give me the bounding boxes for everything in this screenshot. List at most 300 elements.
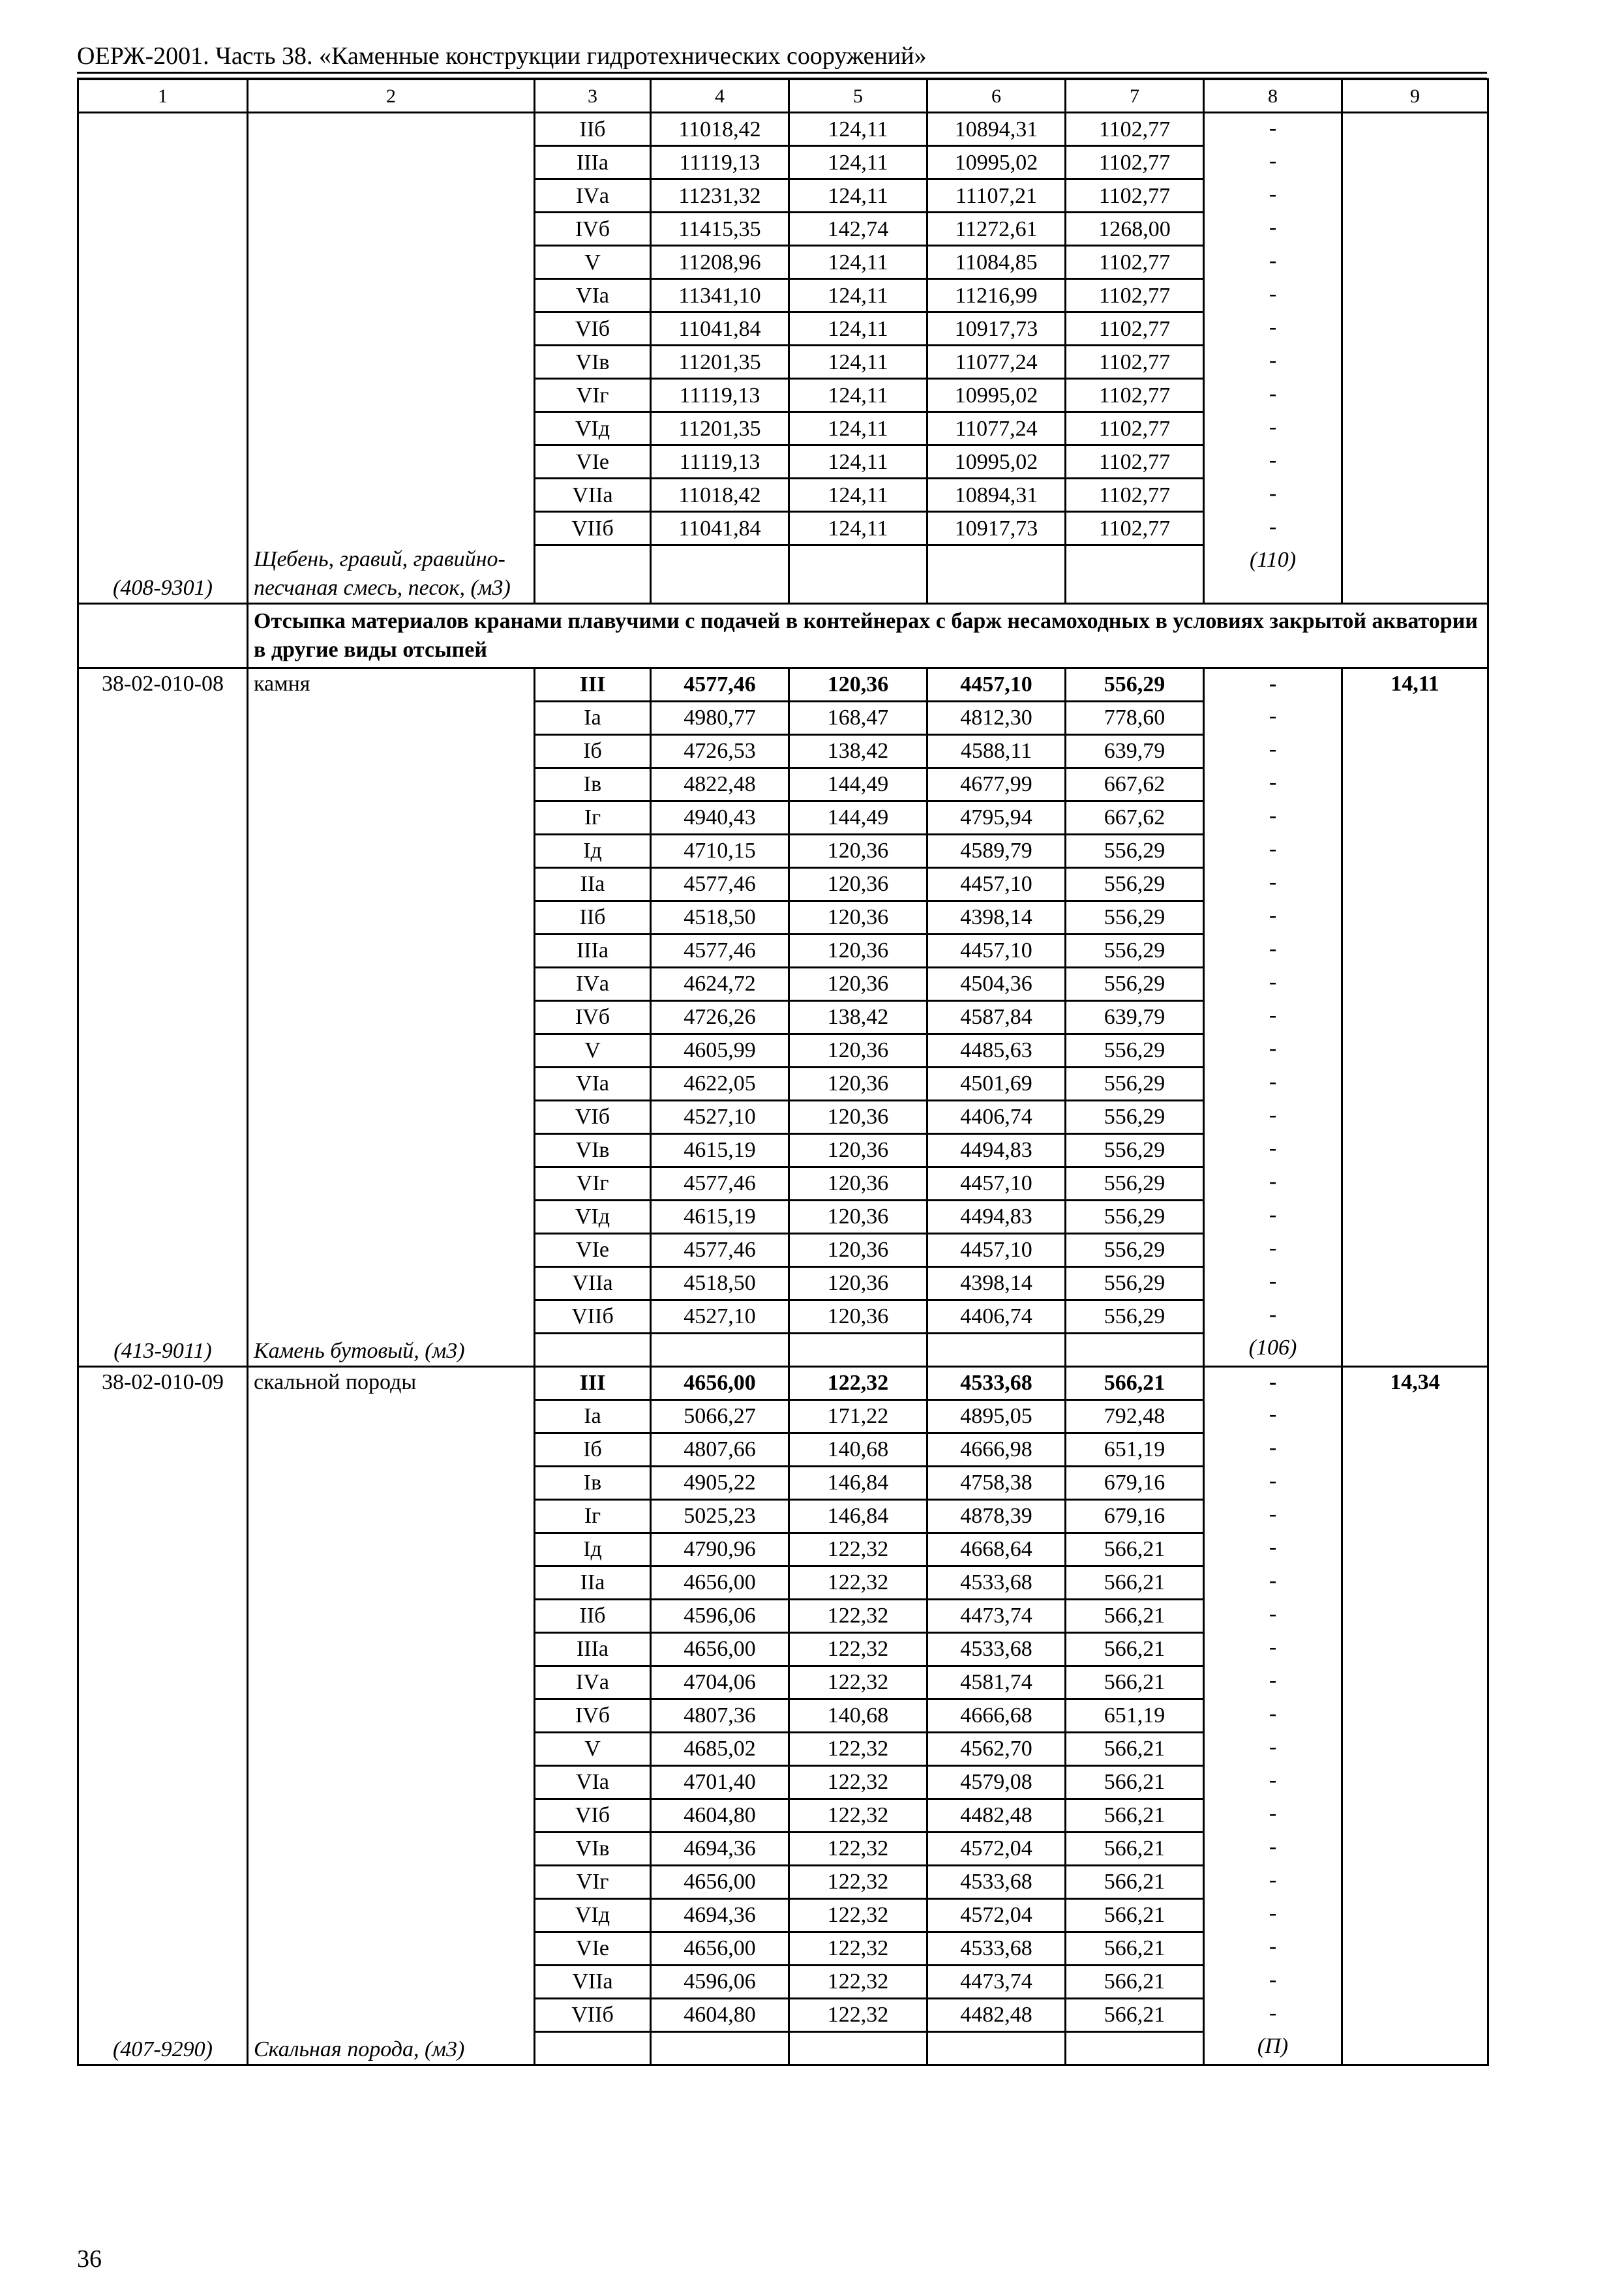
table-row (78, 1067, 1488, 1100)
value-cell: 556,29 (1066, 1167, 1204, 1200)
empty-cell (1342, 1067, 1488, 1100)
empty-cell (248, 1865, 535, 1898)
page-header (77, 37, 1487, 76)
value-cell: - (1204, 312, 1342, 346)
region-zone: IIб (535, 113, 651, 146)
empty-cell (248, 834, 535, 867)
value-cell: 1268,00 (1066, 213, 1204, 246)
value-cell: 1102,77 (1066, 412, 1204, 445)
empty-cell (78, 1566, 248, 1599)
region-zone: Iа (535, 1399, 651, 1433)
value-cell: 556,29 (1066, 1034, 1204, 1067)
value-cell: 4694,36 (651, 1898, 789, 1932)
value-cell: - (1204, 668, 1342, 701)
table-row (78, 279, 1488, 312)
value-cell: 124,11 (789, 279, 927, 312)
empty-cell (78, 834, 248, 867)
empty-cell (1342, 213, 1488, 246)
value-cell: 11119,13 (651, 379, 789, 412)
empty-cell (248, 1732, 535, 1765)
value-cell: 120,36 (789, 1167, 927, 1200)
region-zone: Iг (535, 1499, 651, 1533)
region-zone: V (535, 1034, 651, 1067)
region-zone: VIг (535, 379, 651, 412)
region-zone: IIб (535, 1599, 651, 1632)
table-row (78, 412, 1488, 445)
column-header: 3 (535, 80, 651, 113)
empty-cell (535, 1333, 651, 1366)
material-name: Скальная порода, (м3) (248, 2031, 535, 2065)
value-cell: - (1204, 246, 1342, 279)
empty-cell (248, 479, 535, 512)
value-cell: 4494,83 (927, 1200, 1066, 1233)
value-cell: 679,16 (1066, 1466, 1204, 1499)
value-cell: - (1204, 934, 1342, 967)
empty-cell (78, 1599, 248, 1632)
region-zone: VIг (535, 1865, 651, 1898)
table-row (78, 1000, 1488, 1034)
value-cell: 124,11 (789, 412, 927, 445)
empty-cell (248, 1832, 535, 1865)
empty-cell (1342, 2031, 1488, 2065)
table-row (78, 1533, 1488, 1566)
value-cell: 566,21 (1066, 1732, 1204, 1765)
value-cell: 4677,99 (927, 768, 1066, 801)
table-row (78, 1266, 1488, 1300)
table-row (78, 1965, 1488, 1998)
empty-cell (248, 1300, 535, 1333)
empty-cell (1342, 1300, 1488, 1333)
empty-cell (78, 1965, 248, 1998)
empty-cell (1342, 1732, 1488, 1765)
value-cell: 146,84 (789, 1466, 927, 1499)
region-zone: VIб (535, 1100, 651, 1133)
empty-cell (78, 1732, 248, 1765)
value-cell: 4533,68 (927, 1932, 1066, 1965)
empty-cell (78, 1399, 248, 1433)
empty-cell (1342, 1167, 1488, 1200)
region-zone: IVа (535, 967, 651, 1000)
value-cell: 4577,46 (651, 1167, 789, 1200)
value-cell: - (1204, 901, 1342, 934)
table-row (78, 479, 1488, 512)
empty-cell (1342, 734, 1488, 768)
region-zone: VIв (535, 1832, 651, 1865)
value-cell: 122,32 (789, 1765, 927, 1799)
value-cell: 122,32 (789, 1965, 927, 1998)
value-cell: 11107,21 (927, 179, 1066, 213)
value-cell: - (1204, 445, 1342, 479)
value-cell: 4710,15 (651, 834, 789, 867)
value-cell: 4577,46 (651, 867, 789, 901)
table-row (78, 1366, 1488, 1399)
value-cell: 556,29 (1066, 1100, 1204, 1133)
empty-cell (1342, 1799, 1488, 1832)
empty-cell (1342, 867, 1488, 901)
value-cell: 4822,48 (651, 768, 789, 801)
region-zone: V (535, 1732, 651, 1765)
value-cell: 124,11 (789, 146, 927, 179)
region-zone: IIIа (535, 934, 651, 967)
value-cell: 566,21 (1066, 1765, 1204, 1799)
value-cell: 11341,10 (651, 279, 789, 312)
value-cell: 120,36 (789, 901, 927, 934)
table-row (78, 934, 1488, 967)
value-cell: 122,32 (789, 1566, 927, 1599)
table-row (78, 1466, 1488, 1499)
empty-cell (248, 1566, 535, 1599)
empty-cell (1342, 1566, 1488, 1599)
region-zone: VIе (535, 1932, 651, 1965)
value-cell: 4807,36 (651, 1699, 789, 1732)
value-cell: 5066,27 (651, 1399, 789, 1433)
value-cell: - (1204, 1865, 1342, 1898)
empty-cell (78, 1300, 248, 1333)
value-cell: 122,32 (789, 1533, 927, 1566)
region-zone: VIв (535, 346, 651, 379)
empty-cell (1342, 113, 1488, 146)
value-cell: 4533,68 (927, 1865, 1066, 1898)
empty-cell (248, 1533, 535, 1566)
empty-cell (1342, 1865, 1488, 1898)
empty-cell (248, 734, 535, 768)
value-cell: 4704,06 (651, 1666, 789, 1699)
empty-cell (78, 801, 248, 834)
value-cell: 122,32 (789, 1832, 927, 1865)
value-cell: 4812,30 (927, 701, 1066, 734)
value-cell: 566,21 (1066, 1799, 1204, 1832)
value-cell: 11201,35 (651, 412, 789, 445)
value-cell: 4940,43 (651, 801, 789, 834)
value-cell: - (1204, 1133, 1342, 1167)
value-cell: 124,11 (789, 379, 927, 412)
value-cell: 4980,77 (651, 701, 789, 734)
value-cell: 4587,84 (927, 1000, 1066, 1034)
value-cell: - (1204, 1034, 1342, 1067)
empty-cell (789, 545, 927, 604)
empty-cell (1342, 934, 1488, 967)
empty-cell (1342, 1599, 1488, 1632)
empty-cell (248, 1699, 535, 1732)
empty-cell (78, 1200, 248, 1233)
value-cell: 4589,79 (927, 834, 1066, 867)
material-qty: (П) (1204, 2031, 1342, 2065)
empty-cell (248, 379, 535, 412)
value-cell: 124,11 (789, 512, 927, 545)
empty-cell (248, 346, 535, 379)
table-row (78, 179, 1488, 213)
value-cell: 146,84 (789, 1499, 927, 1533)
table-row (78, 213, 1488, 246)
value-cell: 11077,24 (927, 412, 1066, 445)
value-cell: 556,29 (1066, 1133, 1204, 1167)
region-zone: Iб (535, 734, 651, 768)
empty-cell (248, 1965, 535, 1998)
table-row (78, 1233, 1488, 1266)
table-row (78, 1799, 1488, 1832)
value-cell: - (1204, 1300, 1342, 1333)
value-cell: 4622,05 (651, 1067, 789, 1100)
value-cell: 4905,22 (651, 1466, 789, 1499)
value-cell: 122,32 (789, 1799, 927, 1832)
value-cell: 11272,61 (927, 213, 1066, 246)
value-cell: - (1204, 1200, 1342, 1233)
document-title: ОЕРЖ-2001. Часть 38. «Каменные конструкции гидротехнических сооружений» (77, 42, 927, 70)
value-cell: - (1204, 834, 1342, 867)
value-cell: 11084,85 (927, 246, 1066, 279)
column-header: 1 (78, 80, 248, 113)
value-cell: 122,32 (789, 1998, 927, 2031)
value-cell: 4726,26 (651, 1000, 789, 1034)
value-cell: 120,36 (789, 934, 927, 967)
section-row (78, 603, 1488, 668)
empty-cell (1342, 768, 1488, 801)
value-cell: 566,21 (1066, 1566, 1204, 1599)
region-zone: IIIа (535, 146, 651, 179)
value-cell: 4457,10 (927, 867, 1066, 901)
value-cell: - (1204, 379, 1342, 412)
empty-cell (1342, 512, 1488, 545)
region-zone: IVа (535, 1666, 651, 1699)
value-cell: 10995,02 (927, 146, 1066, 179)
value-cell: 4615,19 (651, 1200, 789, 1233)
value-cell: 144,49 (789, 801, 927, 834)
region-zone: IVб (535, 1699, 651, 1732)
value-cell: 120,36 (789, 834, 927, 867)
table-row (78, 1632, 1488, 1666)
value-cell: 10995,02 (927, 379, 1066, 412)
empty-cell (1066, 2031, 1204, 2065)
empty-cell (1342, 1666, 1488, 1699)
value-cell: 124,11 (789, 246, 927, 279)
empty-cell (1342, 1266, 1488, 1300)
region-zone: Iд (535, 834, 651, 867)
empty-cell (78, 1832, 248, 1865)
value-cell: 10917,73 (927, 312, 1066, 346)
value-cell: - (1204, 1000, 1342, 1034)
empty-cell (78, 1765, 248, 1799)
empty-cell (78, 346, 248, 379)
empty-cell (1342, 246, 1488, 279)
value-cell: 4878,39 (927, 1499, 1066, 1533)
empty-cell (78, 1000, 248, 1034)
empty-cell (78, 312, 248, 346)
empty-cell (248, 1266, 535, 1300)
empty-cell (248, 1167, 535, 1200)
value-cell: - (1204, 867, 1342, 901)
value-cell: 4457,10 (927, 934, 1066, 967)
value-cell: 4579,08 (927, 1765, 1066, 1799)
empty-cell (1342, 1898, 1488, 1932)
empty-cell (1342, 1433, 1488, 1466)
value-cell: 566,21 (1066, 1998, 1204, 2031)
value-cell: 4406,74 (927, 1300, 1066, 1333)
empty-cell (1342, 1998, 1488, 2031)
empty-cell (248, 512, 535, 545)
empty-cell (248, 801, 535, 834)
material-name: Щебень, гравий, гравийно-песчаная смесь, песок, (м3) (248, 545, 535, 604)
empty-cell (78, 1167, 248, 1200)
empty-cell (789, 2031, 927, 2065)
empty-cell (248, 1399, 535, 1433)
empty-cell (248, 1233, 535, 1266)
value-cell: 142,74 (789, 213, 927, 246)
empty-cell (248, 701, 535, 734)
value-cell: - (1204, 768, 1342, 801)
value-cell: 4398,14 (927, 901, 1066, 934)
empty-cell (248, 1666, 535, 1699)
value-cell: - (1204, 1632, 1342, 1666)
value-cell: 4577,46 (651, 668, 789, 701)
table-row (78, 1499, 1488, 1533)
empty-cell (535, 2031, 651, 2065)
value-cell: 4518,50 (651, 1266, 789, 1300)
value-cell: 124,11 (789, 312, 927, 346)
table-row (78, 1100, 1488, 1133)
value-cell: - (1204, 1499, 1342, 1533)
value-cell: 667,62 (1066, 801, 1204, 834)
value-cell: 4527,10 (651, 1100, 789, 1133)
value-cell: 4694,36 (651, 1832, 789, 1865)
empty-cell (78, 246, 248, 279)
value-cell: 566,21 (1066, 1965, 1204, 1998)
value-cell: 566,21 (1066, 1533, 1204, 1566)
value-cell: - (1204, 967, 1342, 1000)
region-zone: VIд (535, 1200, 651, 1233)
table-row (78, 1998, 1488, 2031)
empty-cell (535, 545, 651, 604)
table-row (78, 834, 1488, 867)
empty-cell (248, 213, 535, 246)
material-qty: (106) (1204, 1333, 1342, 1366)
material-qty: (110) (1204, 545, 1342, 604)
value-cell: - (1204, 512, 1342, 545)
table-row (78, 1034, 1488, 1067)
value-cell: 4668,64 (927, 1533, 1066, 1566)
value-cell: 140,68 (789, 1699, 927, 1732)
empty-cell (78, 1499, 248, 1533)
empty-cell (927, 2031, 1066, 2065)
empty-cell (1342, 834, 1488, 867)
empty-cell (1342, 1100, 1488, 1133)
empty-cell (248, 1765, 535, 1799)
value-cell: 11119,13 (651, 445, 789, 479)
empty-cell (1342, 1333, 1488, 1366)
empty-cell (78, 1233, 248, 1266)
region-zone: III (535, 1366, 651, 1399)
region-zone: VIб (535, 312, 651, 346)
value-cell: 120,36 (789, 1034, 927, 1067)
column-header: 8 (1204, 80, 1342, 113)
value-cell: - (1204, 1233, 1342, 1266)
value-cell: 4572,04 (927, 1832, 1066, 1865)
region-zone: VIIа (535, 479, 651, 512)
empty-cell (248, 1200, 535, 1233)
value-cell: 4656,00 (651, 1566, 789, 1599)
table-row (78, 701, 1488, 734)
value-cell: 4656,00 (651, 1366, 789, 1399)
empty-cell (78, 379, 248, 412)
material-row (78, 545, 1488, 604)
value-cell: 4533,68 (927, 1366, 1066, 1399)
value-cell: 4666,98 (927, 1433, 1066, 1466)
empty-cell (1342, 701, 1488, 734)
section-spacer (78, 603, 248, 668)
value-cell: - (1204, 734, 1342, 768)
region-zone: VIб (535, 1799, 651, 1832)
value-cell: - (1204, 1765, 1342, 1799)
value-cell: 778,60 (1066, 701, 1204, 734)
empty-cell (1342, 1000, 1488, 1034)
value-cell: 1102,77 (1066, 113, 1204, 146)
value-cell: 122,32 (789, 1599, 927, 1632)
region-zone: V (535, 246, 651, 279)
value-cell: 11018,42 (651, 113, 789, 146)
empty-cell (1342, 379, 1488, 412)
value-cell: 11077,24 (927, 346, 1066, 379)
column-header: 6 (927, 80, 1066, 113)
value-cell: 11018,42 (651, 479, 789, 512)
value-cell: 1102,77 (1066, 479, 1204, 512)
value-cell: 4588,11 (927, 734, 1066, 768)
value-cell: 566,21 (1066, 1832, 1204, 1865)
value-cell: 122,32 (789, 1366, 927, 1399)
column-header: 7 (1066, 80, 1204, 113)
value-cell: 4485,63 (927, 1034, 1066, 1067)
region-zone: IVб (535, 1000, 651, 1034)
value-cell: 4577,46 (651, 1233, 789, 1266)
value-cell: 4807,66 (651, 1433, 789, 1466)
value-cell: 11216,99 (927, 279, 1066, 312)
value-cell: 11415,35 (651, 213, 789, 246)
empty-cell (248, 412, 535, 445)
value-cell: 1102,77 (1066, 346, 1204, 379)
table-row (78, 1832, 1488, 1865)
empty-cell (78, 1666, 248, 1699)
region-zone: VIд (535, 412, 651, 445)
table-row (78, 768, 1488, 801)
empty-cell (78, 1632, 248, 1666)
empty-cell (1342, 1699, 1488, 1732)
empty-cell (248, 1599, 535, 1632)
empty-cell (1342, 545, 1488, 604)
value-cell: 11208,96 (651, 246, 789, 279)
value-cell: 1102,77 (1066, 146, 1204, 179)
value-cell: 10995,02 (927, 445, 1066, 479)
value-cell: 4758,38 (927, 1466, 1066, 1499)
material-row (78, 1333, 1488, 1366)
value-cell: - (1204, 412, 1342, 445)
material-name: Камень бутовый, (м3) (248, 1333, 535, 1366)
rate-name: камня (248, 668, 535, 701)
value-cell: 556,29 (1066, 1067, 1204, 1100)
value-cell: - (1204, 1965, 1342, 1998)
table-row (78, 146, 1488, 179)
value-cell: 679,16 (1066, 1499, 1204, 1533)
value-cell: 120,36 (789, 668, 927, 701)
value-cell: 10894,31 (927, 113, 1066, 146)
value-cell: - (1204, 1666, 1342, 1699)
empty-cell (1342, 1832, 1488, 1865)
empty-cell (1342, 1965, 1488, 1998)
table-row (78, 512, 1488, 545)
empty-cell (248, 113, 535, 146)
empty-cell (1342, 801, 1488, 834)
value-cell: 4473,74 (927, 1965, 1066, 1998)
region-zone: VIа (535, 279, 651, 312)
value-cell: 4398,14 (927, 1266, 1066, 1300)
value-cell: 4501,69 (927, 1067, 1066, 1100)
